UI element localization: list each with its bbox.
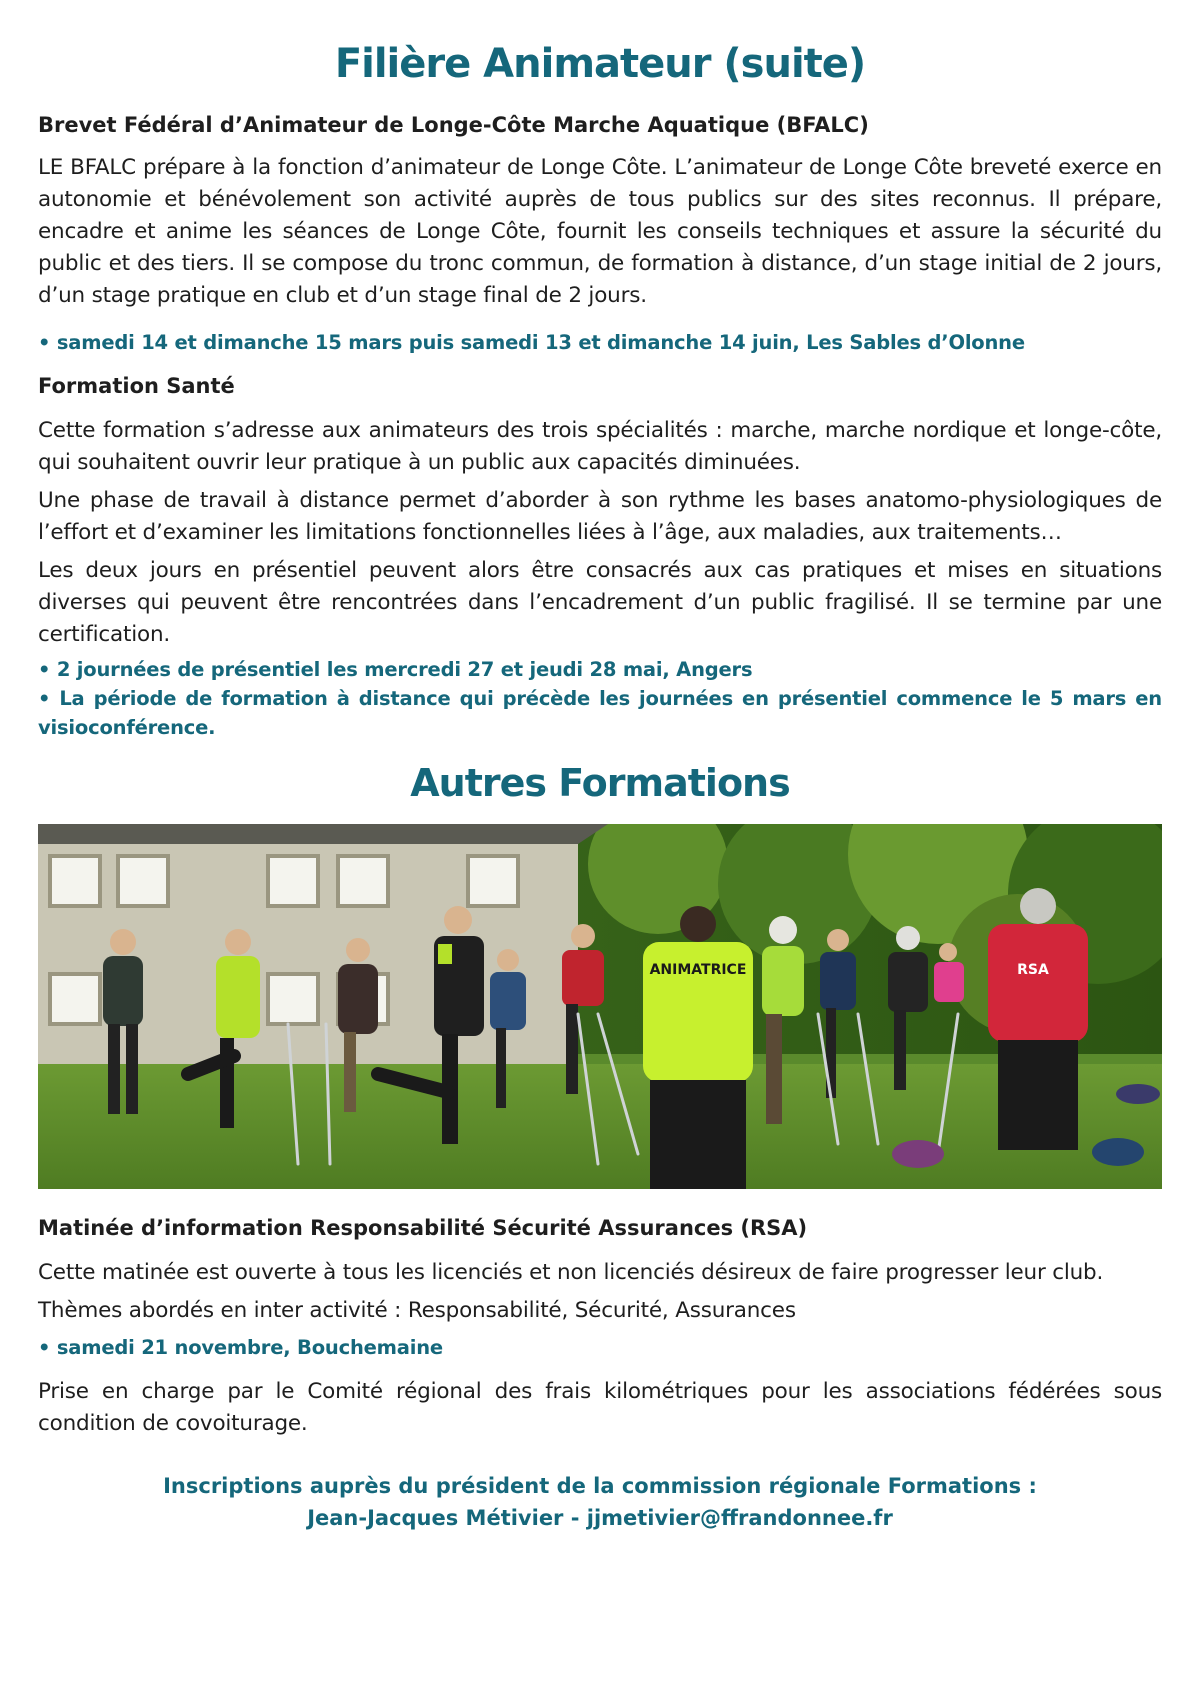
sante-paragraph-2: Une phase de travail à distance permet d’aborder à son rythme les bases anatomo-physiologiques de l’effort et d’examiner les limitations fonctionnelles liées à l’âge, aux maladies, aux traitements… — [38, 488, 1162, 545]
rsa-paragraph-1: Cette matinée est ouverte à tous les licenciés et non licenciés désireux de faire progresser leur club. — [38, 1260, 1104, 1285]
registration-footer — [38, 1470, 1162, 1534]
rsa-paragraph-2: Thèmes abordés en inter activité : Responsabilité, Sécurité, Assurances — [38, 1298, 796, 1323]
rsa-paragraph-3: Prise en charge par le Comité régional des frais kilométriques pour les associations fédérées sous condition de covoiturage. — [38, 1379, 1162, 1436]
shirt-text: RSA — [1017, 962, 1049, 978]
bfalc-body: LE BFALC prépare à la fonction d’animateur de Longe Côte. L’animateur de Longe Côte breveté exerce en autonomie et bénévolement son activité auprès de tous publics sur des sites reconnus. Il prépare, encadre et anime les séances de Longe Côte, fournit les conseils techniques et assure la sécurité du public et des tiers. Il se compose du tronc commun, de formation à distance, d’un stage initial de 2 jours, d’un stage pratique en club et d’un stage final de 2 jours. — [38, 155, 1162, 308]
rsa-heading: Matinée d’information Responsabilité Sécurité Assurances (RSA) — [38, 1216, 808, 1240]
vest-text: ANIMATRICE — [649, 962, 747, 978]
bfalc-date: • samedi 14 et dimanche 15 mars puis samedi 13 et dimanche 14 juin, Les Sables d’Olonne — [38, 331, 1025, 354]
sante-heading: Formation Santé — [38, 374, 235, 398]
footer-contact[interactable]: Jean-Jacques Métivier - jjmetivier@ffrandonnee.fr — [307, 1506, 893, 1530]
sante-note-2: • La période de formation à distance qui précède les journées en présentiel commence le 5 mars en visioconférence. — [38, 687, 1162, 739]
sante-paragraph-3: Les deux jours en présentiel peuvent alors être consacrés aux cas pratiques et mises en situations diverses qui peuvent être rencontrées dans l’encadrement d’un public fragilisé. Il se termine par une certification. — [38, 558, 1162, 647]
building-roof — [38, 824, 608, 844]
footer-line-1: Inscriptions auprès du président de la commission régionale Formations : — [163, 1474, 1037, 1498]
autres-formations-title: Autres Formations — [410, 761, 790, 805]
section-sante — [38, 371, 1162, 742]
page-title: Filière Animateur (suite) — [334, 41, 866, 87]
section-rsa — [38, 1213, 1162, 1440]
rsa-date: • samedi 21 novembre, Bouchemaine — [38, 1336, 443, 1359]
bfalc-heading: Brevet Fédéral d’Animateur de Longe-Côte Marche Aquatique (BFALC) — [38, 113, 869, 137]
sante-note-1: • 2 journées de présentiel les mercredi 27 et jeudi 28 mai, Angers — [38, 658, 753, 681]
lawn — [38, 1064, 1162, 1189]
sante-paragraph-1: Cette formation s’adresse aux animateurs des trois spécialités : marche, marche nordique et longe-côte, qui souhaitent ouvrir leur pratique à un public aux capacités diminuées. — [38, 418, 1162, 475]
section-bfalc — [38, 110, 1162, 357]
group-stretching-photo — [38, 824, 1162, 1189]
